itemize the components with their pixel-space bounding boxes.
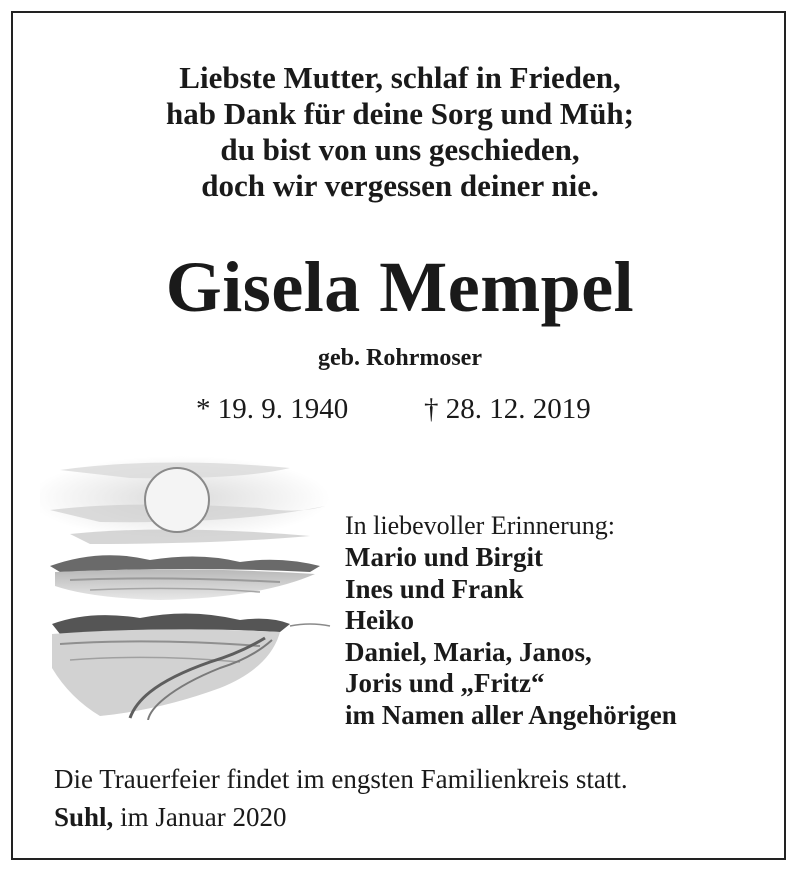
poem-line: doch wir vergessen deiner nie.	[201, 168, 599, 203]
mourner-name: Heiko	[345, 605, 415, 635]
place: Suhl,	[54, 802, 114, 832]
death-date: † 28. 12. 2019	[424, 393, 591, 425]
maiden-name: geb. Rohrmoser	[318, 345, 482, 371]
poem-line: Liebste Mutter, schlaf in Frieden,	[179, 60, 621, 95]
footer	[54, 760, 628, 836]
mourner-name: Mario und Birgit	[345, 542, 544, 572]
birth-date: * 19. 9. 1940	[196, 393, 349, 425]
mourner-name: Daniel, Maria, Janos,	[345, 636, 592, 667]
mourner-name: Joris und „Fritz“	[345, 668, 545, 698]
mourner-name: im Namen aller Angehörigen	[345, 699, 677, 730]
funeral-notice: Die Trauerfeier findet im engsten Familienkreis statt.	[54, 764, 628, 794]
poem-line: hab Dank für deine Sorg und Müh;	[165, 96, 634, 131]
deceased-name: Gisela Mempel	[165, 247, 635, 327]
date: im Januar 2020	[120, 802, 287, 832]
poem-line: du bist von uns geschieden,	[220, 132, 580, 167]
mourners-block	[345, 510, 677, 731]
mourners-intro: In liebevoller Erinnerung:	[345, 511, 616, 540]
poem	[0, 60, 800, 204]
sun-over-landscape-drawing-icon	[40, 448, 340, 720]
place-date-line	[54, 798, 628, 836]
mourner-name: Ines und Frank	[345, 573, 524, 604]
